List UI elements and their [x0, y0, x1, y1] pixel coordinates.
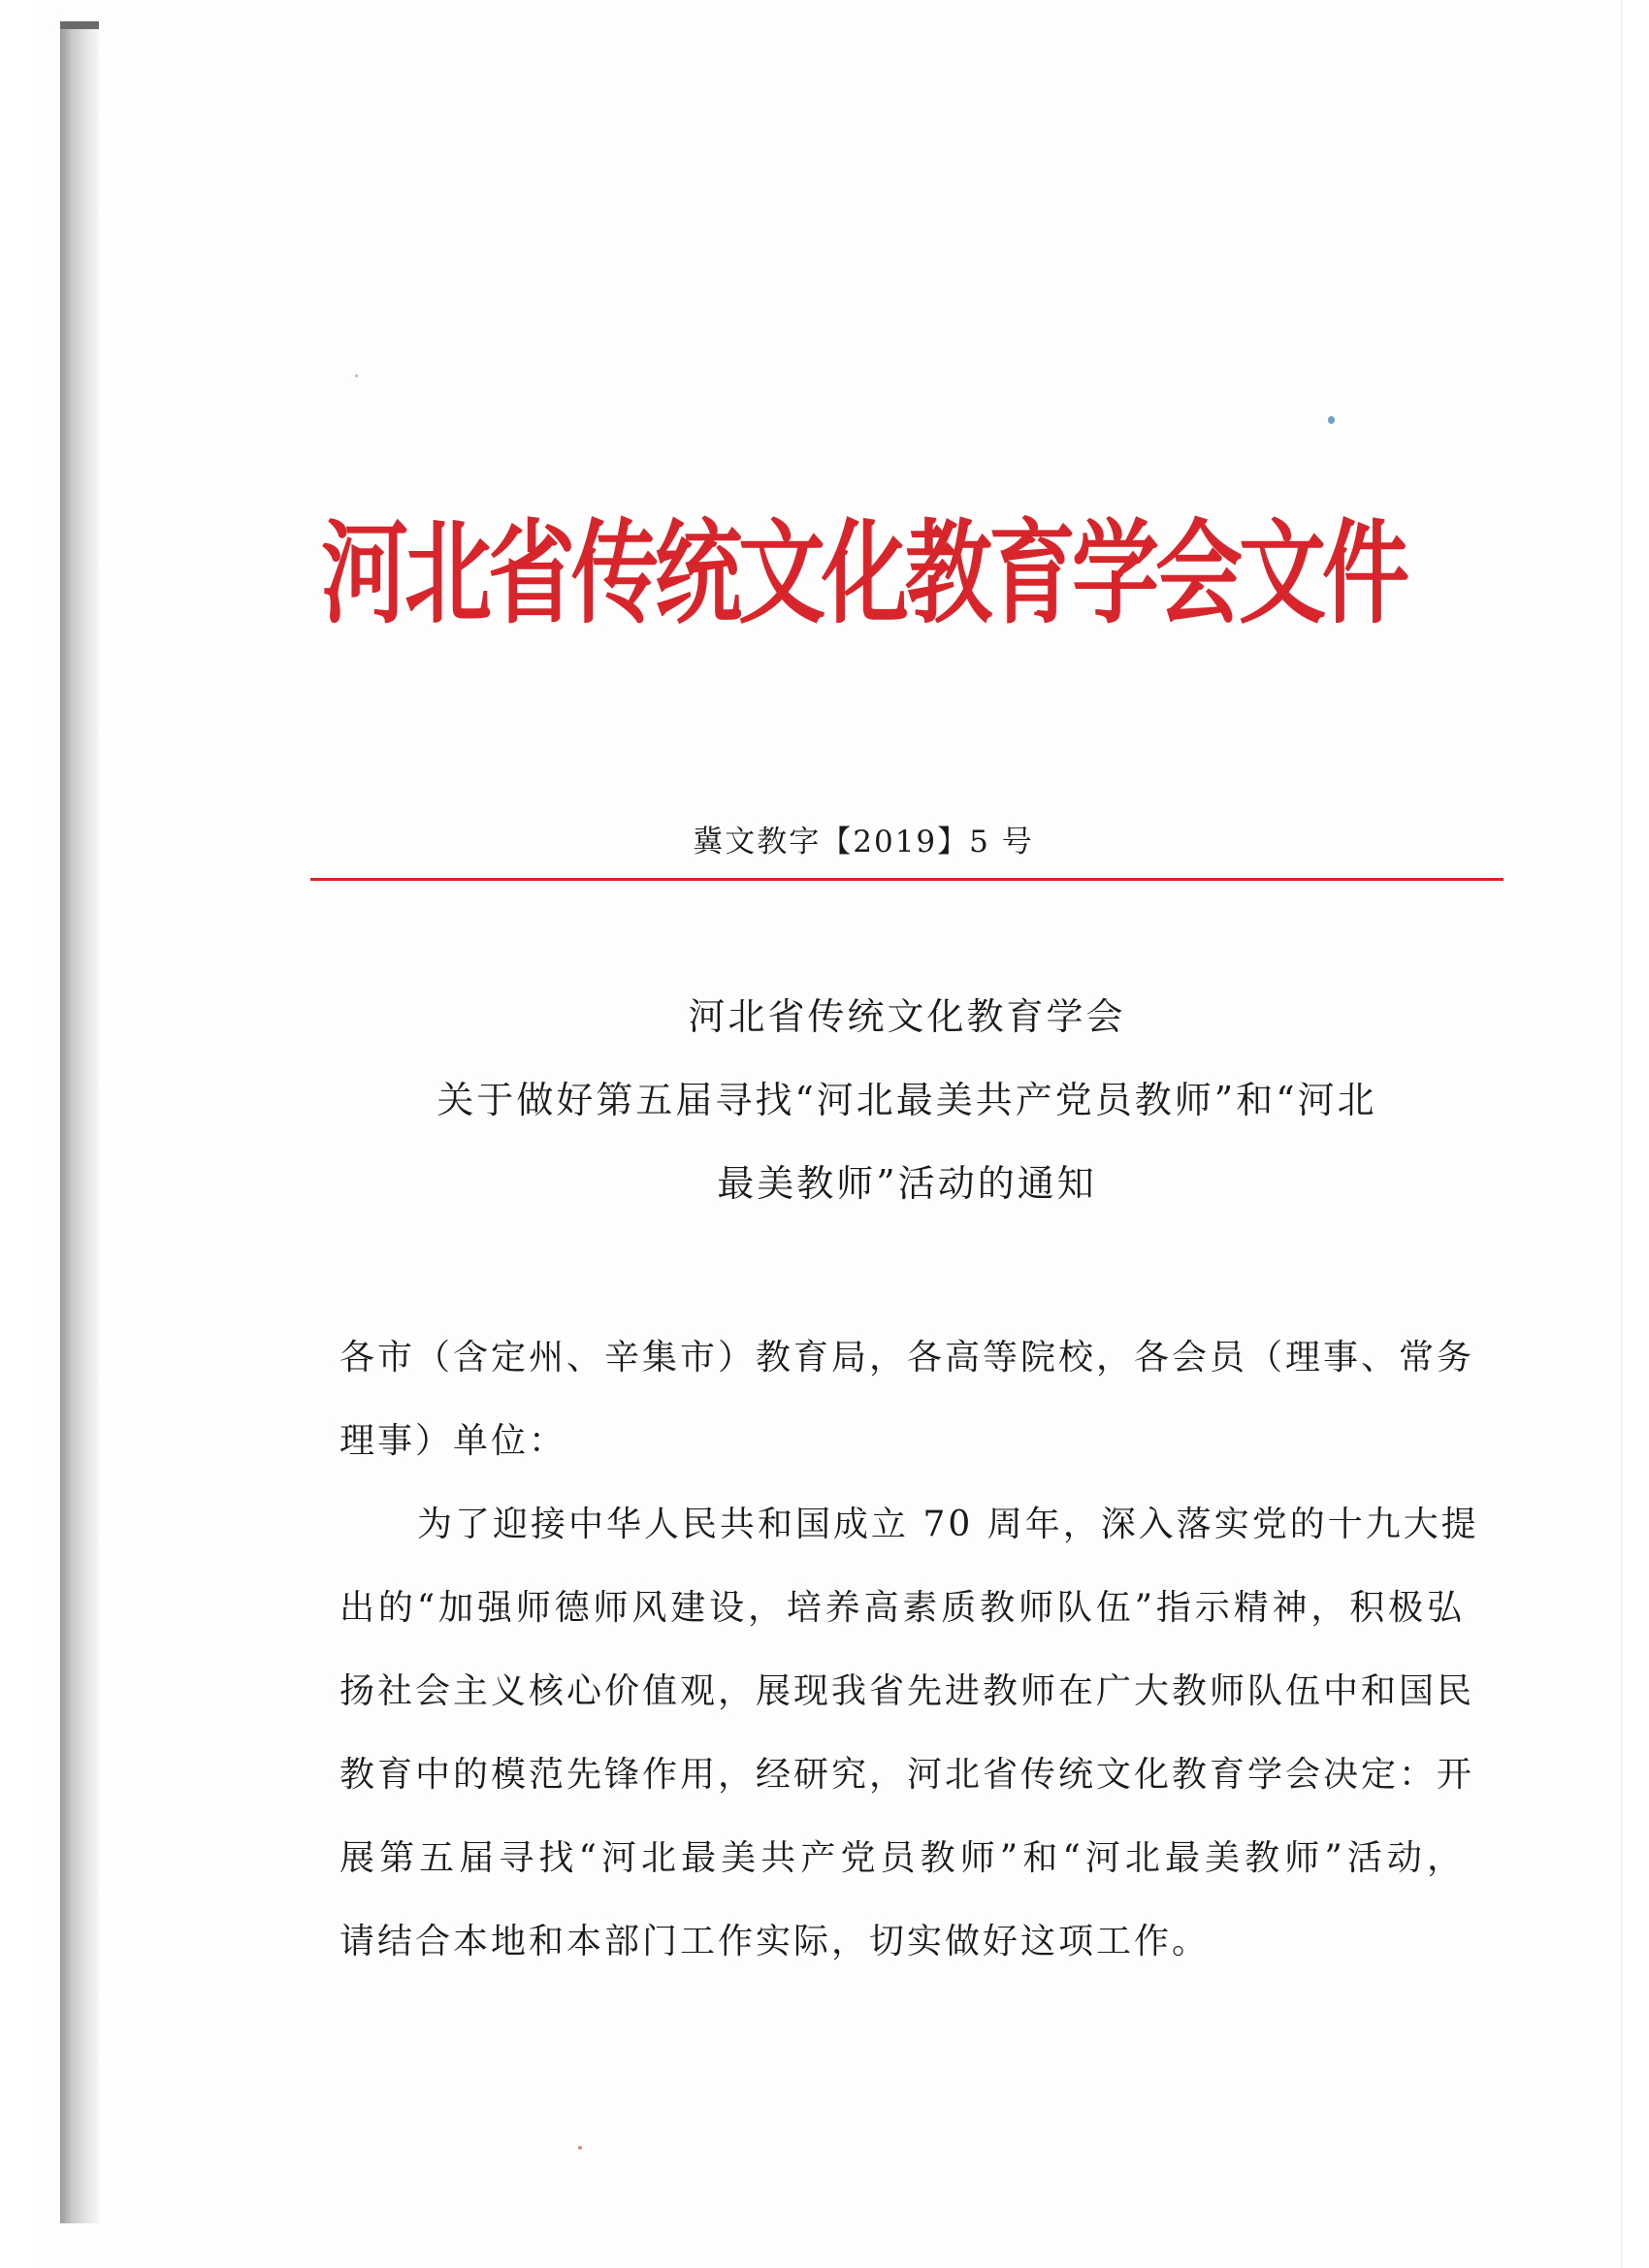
body-line-paragraph-1: 为了迎接中华人民共和国成立 70 周年，深入落实党的十九大提: [417, 1505, 1479, 1544]
body-line-addressee-1: 各市（含定州、辛集市）教育局，各高等院校，各会员（理事、常务: [340, 1338, 1475, 1377]
scan-right-margin: [1621, 0, 1649, 2268]
notice-body: [340, 1316, 1479, 1984]
binder-strip-cap: [60, 21, 99, 29]
body-line-paragraph-3: 扬社会主义核心价值观，展现我省先进教师在广大教师队伍中和国民: [340, 1671, 1475, 1711]
title-line-2: 关于做好第五届寻找“河北最美共产党员教师”和“河北: [436, 1079, 1377, 1121]
masthead-red-rule: [310, 878, 1504, 881]
scan-speck-blue: [1328, 416, 1335, 424]
body-line-addressee-2: 理事）单位：: [340, 1421, 567, 1461]
scan-speck-gray: [355, 374, 358, 377]
scan-left-margin: [0, 0, 39, 2268]
notice-title: [310, 975, 1504, 1225]
title-line-3: 最美教师”活动的通知: [717, 1162, 1097, 1205]
masthead-title: 河北省传统文化教育学会文件: [321, 508, 1406, 640]
body-line-paragraph-4: 教育中的模范先锋作用，经研究，河北省传统文化教育学会决定：开: [340, 1755, 1475, 1795]
body-line-paragraph-6: 请结合本地和本部门工作实际，切实做好这项工作。: [340, 1922, 1211, 1961]
title-line-1: 河北省传统文化教育学会: [688, 995, 1126, 1038]
body-line-paragraph-5: 展第五届寻找“河北最美共产党员教师”和“河北最美教师”活动，: [340, 1838, 1465, 1878]
body-line-paragraph-2: 出的“加强师德师风建设，培养高素质教师队伍”指示精神，积极弘: [340, 1588, 1465, 1628]
binder-shadow-strip: [60, 21, 99, 2223]
document-number: 冀文教字【2019】5 号: [693, 825, 1034, 859]
scan-speck-red: [578, 2146, 582, 2150]
